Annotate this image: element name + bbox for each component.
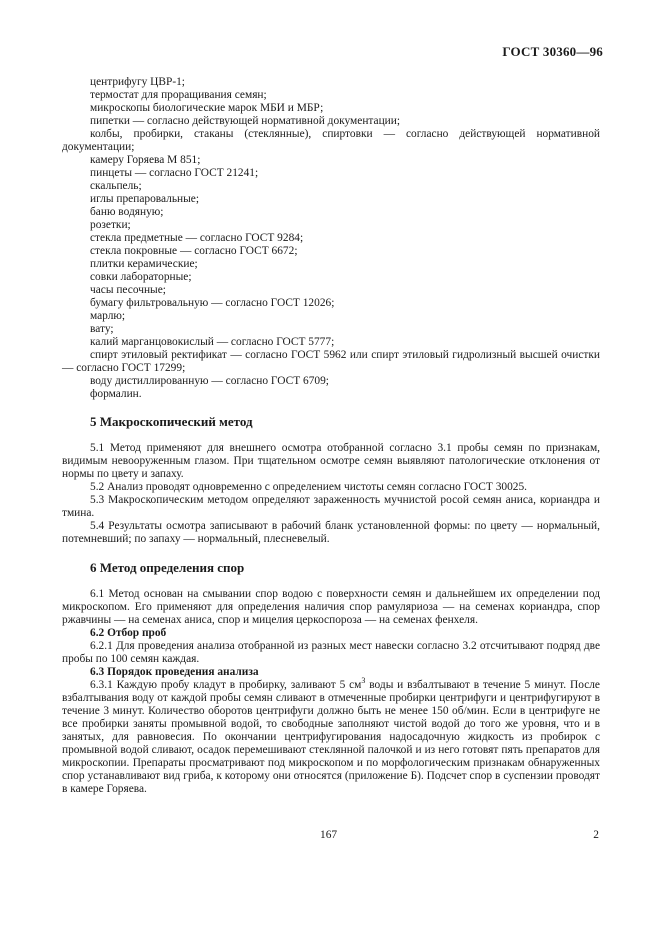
document-code: ГОСТ 30360—96 — [502, 44, 603, 59]
equipment-list — [62, 76, 600, 401]
list-item: центрифугу ЦВР-1; — [90, 76, 185, 88]
section-5-heading: 5 Макроскопический метод — [90, 414, 253, 429]
list-item: камеру Горяева М 851; — [90, 154, 201, 166]
paragraph-6-3-1-rest: воды и взбалтывают в течение 5 минут. После взбалтывания воду от каждой пробы семян сливают в отмеченные пробирки центрифуги и центрифугируют в течение 3 минут. Количество оборотов центрифуги должно быть не менее 150 об/мин. Если в центрифуге не все пробирки заняты промывной водой, то свободные заполняют чистой водой до того же уровня, что и в занятых, для равновесия. По окончании центрифугирования надосадочную жидкость из пробирок с промывной водой сливают, осадок перемешивают стеклянной палочкой и из него готовят пять препаратов для микроскопии. Препараты просматривают под микроскопом и по морфологическим признакам обнаруженных спор устанавливают вид гриба, к которому они относятся (приложение Б). Подсчет спор в суспензии проводят в камере Горяева. — [62, 679, 600, 795]
paragraph-6-2-1: 6.2.1 Для проведения анализа отобранной из разных мест навески согласно 3.2 отсчитывают подряд две пробы по 100 семян каждая. — [62, 640, 600, 665]
list-item: стекла предметные — согласно ГОСТ 9284; — [90, 232, 304, 244]
list-item: спирт этиловый ректификат — согласно ГОСТ 5962 или спирт этиловый гидролизный высшей очистки — согласно ГОСТ 17299; — [62, 349, 600, 374]
paragraph-5-3: 5.3 Макроскопическим методом определяют зараженность мучнистой росой семян аниса, кориандра и тмина. — [62, 494, 600, 519]
paragraph-6-3-1 — [62, 676, 600, 796]
list-item: пипетки — согласно действующей нормативной документации; — [90, 115, 401, 127]
list-item: микроскопы биологические марок МБИ и МБР; — [90, 102, 324, 114]
list-item: стекла покровные — согласно ГОСТ 6672; — [90, 245, 298, 257]
sheet-number: 2 — [593, 829, 599, 841]
list-item: бумагу фильтровальную — согласно ГОСТ 12026; — [90, 297, 335, 309]
list-item: калий марганцовокислый — согласно ГОСТ 5777; — [90, 336, 335, 348]
paragraph-5-1: 5.1 Метод применяют для внешнего осмотра отобранной согласно 3.1 пробы семян по признакам, видимым невооруженным глазом. При тщательном осмотре семян выявляют патологические отклонения от нормы по цвету и запаху. — [62, 442, 600, 480]
paragraph-6-1: 6.1 Метод основан на смывании спор водою с поверхности семян и дальнейшем их определении под микроскопом. Его применяют для определения наличия спор рамуляриоза — на семенах кориандра, спор ржавчины — на семенах аниса, спор и мицелия церкоспороза — на семенах фенхеля. — [62, 588, 600, 626]
paragraph-5-4: 5.4 Результаты осмотра записывают в рабочий бланк установленной формы: по цвету — нормальный, потемневший; по запаху — нормальный, плесневелый. — [62, 520, 600, 545]
list-item: воду дистиллированную — согласно ГОСТ 6709; — [90, 375, 329, 387]
list-item: часы песочные; — [90, 284, 166, 296]
list-item: пинцеты — согласно ГОСТ 21241; — [90, 167, 259, 179]
list-item: формалин. — [90, 388, 142, 400]
list-item: плитки керамические; — [90, 258, 198, 270]
list-item: колбы, пробирки, стаканы (стеклянные), спиртовки — согласно действующей нормативной документации; — [62, 128, 600, 153]
subsection-6-2-heading: 6.2 Отбор проб — [90, 627, 167, 639]
list-item: баню водяную; — [90, 206, 164, 218]
subsection-6-3-heading: 6.3 Порядок проведения анализа — [90, 666, 259, 678]
page-content — [62, 76, 600, 796]
list-item: скальпель; — [90, 180, 142, 192]
superscript-cubed: 3 — [361, 676, 366, 686]
list-item: совки лабораторные; — [90, 271, 192, 283]
list-item: розетки; — [90, 219, 131, 231]
section-6-heading: 6 Метод определения спор — [90, 560, 245, 575]
paragraph-6-3-1-start: 6.3.1 Каждую пробу кладут в пробирку, заливают 5 см — [90, 679, 362, 691]
list-item: марлю; — [90, 310, 126, 322]
paragraph-5-2: 5.2 Анализ проводят одновременно с определением чистоты семян согласно ГОСТ 30025. — [90, 481, 528, 493]
list-item: вату; — [90, 323, 114, 335]
list-item: иглы препаровальные; — [90, 193, 199, 205]
list-item: термостат для проращивания семян; — [90, 89, 267, 101]
page-number: 167 — [320, 829, 338, 841]
